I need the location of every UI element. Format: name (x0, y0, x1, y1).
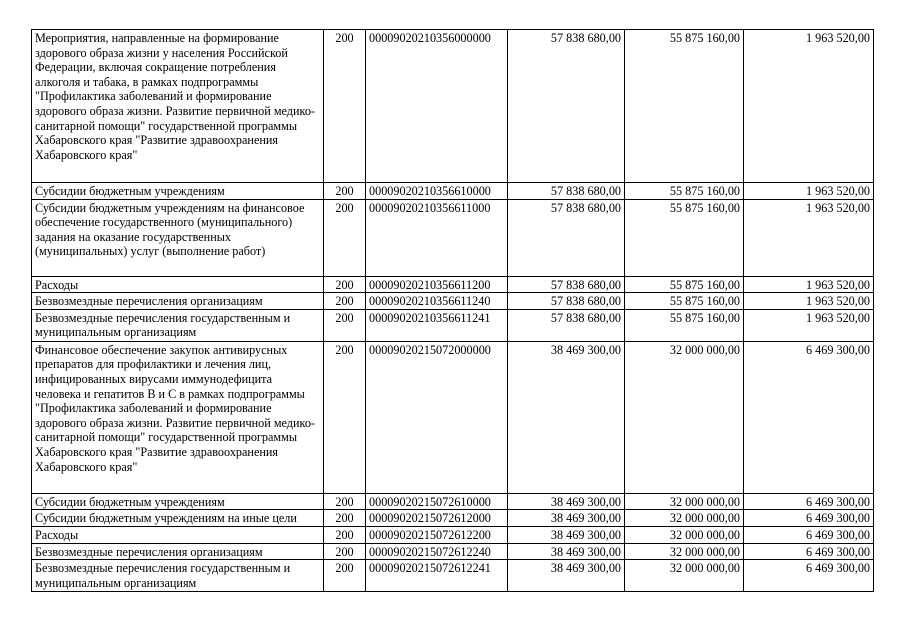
row-name-cell: Субсидии бюджетным учреждениям на финансовое обеспечение государственного (муниципального) задания на оказание государственных (муниципальных) услуг (выполнение работ) (32, 199, 324, 276)
row-value-2-cell: 32 000 000,00 (625, 543, 744, 560)
row-name-cell: Расходы (32, 526, 324, 543)
row-value-3-cell: 6 469 300,00 (744, 493, 874, 510)
row-value-3-cell: 1 963 520,00 (744, 199, 874, 276)
row-value-1-cell: 57 838 680,00 (508, 293, 625, 310)
row-value-1-cell: 57 838 680,00 (508, 183, 625, 200)
row-value-1-cell: 57 838 680,00 (508, 199, 625, 276)
row-value-2-cell: 55 875 160,00 (625, 199, 744, 276)
row-value-1-cell: 38 469 300,00 (508, 543, 625, 560)
row-value-3-cell: 1 963 520,00 (744, 293, 874, 310)
row-csr-cell: 00009020215072612241 (366, 560, 508, 592)
row-csr-cell: 00009020210356611200 (366, 276, 508, 293)
row-code-cell: 200 (324, 276, 366, 293)
row-csr-cell: 00009020215072612240 (366, 543, 508, 560)
row-name-cell: Субсидии бюджетным учреждениям (32, 493, 324, 510)
row-value-2-cell: 32 000 000,00 (625, 560, 744, 592)
table-row (32, 276, 874, 293)
row-name-cell: Безвозмездные перечисления государственным и муниципальным организациям (32, 560, 324, 592)
row-value-2-cell: 55 875 160,00 (625, 276, 744, 293)
row-csr-cell: 00009020215072612000 (366, 510, 508, 527)
row-value-1-cell: 38 469 300,00 (508, 493, 625, 510)
budget-table (31, 29, 874, 592)
row-value-1-cell: 38 469 300,00 (508, 510, 625, 527)
row-value-3-cell: 1 963 520,00 (744, 183, 874, 200)
row-value-3-cell: 1 963 520,00 (744, 309, 874, 341)
table-row (32, 293, 874, 310)
row-code-cell: 200 (324, 30, 366, 183)
table-row (32, 526, 874, 543)
table-row (32, 199, 874, 276)
row-csr-cell: 00009020210356611240 (366, 293, 508, 310)
row-csr-cell: 00009020210356611241 (366, 309, 508, 341)
table-row (32, 493, 874, 510)
table-row (32, 309, 874, 341)
table-row (32, 183, 874, 200)
table-row (32, 30, 874, 183)
row-value-3-cell: 1 963 520,00 (744, 276, 874, 293)
row-name-cell: Финансовое обеспечение закупок антивирусных препаратов для профилактики и лечения лиц, инфицированных вирусами иммунодефицита человека и гепатитов В и С в рамках подпрограммы "Профилактика заболеваний и формирование здорового образа жизни. Развитие первичной медико-санитарной помощи" государственной программы Хабаровского края "Развитие здравоохранения Хабаровского края" (32, 341, 324, 493)
row-csr-cell: 00009020215072612200 (366, 526, 508, 543)
table-row (32, 341, 874, 493)
row-value-3-cell: 6 469 300,00 (744, 543, 874, 560)
row-csr-cell: 00009020215072000000 (366, 341, 508, 493)
row-name-cell: Субсидии бюджетным учреждениям на иные цели (32, 510, 324, 527)
row-csr-cell: 00009020210356610000 (366, 183, 508, 200)
row-value-2-cell: 55 875 160,00 (625, 30, 744, 183)
row-code-cell: 200 (324, 560, 366, 592)
row-name-cell: Безвозмездные перечисления организациям (32, 293, 324, 310)
row-value-1-cell: 57 838 680,00 (508, 30, 625, 183)
row-value-1-cell: 57 838 680,00 (508, 309, 625, 341)
row-name-cell: Расходы (32, 276, 324, 293)
row-value-2-cell: 32 000 000,00 (625, 510, 744, 527)
row-value-2-cell: 55 875 160,00 (625, 183, 744, 200)
row-value-2-cell: 32 000 000,00 (625, 526, 744, 543)
row-value-3-cell: 6 469 300,00 (744, 341, 874, 493)
table-row (32, 560, 874, 592)
row-value-2-cell: 55 875 160,00 (625, 293, 744, 310)
row-value-3-cell: 6 469 300,00 (744, 526, 874, 543)
row-code-cell: 200 (324, 199, 366, 276)
row-code-cell: 200 (324, 309, 366, 341)
row-code-cell: 200 (324, 510, 366, 527)
row-value-1-cell: 38 469 300,00 (508, 341, 625, 493)
row-csr-cell: 00009020210356611000 (366, 199, 508, 276)
row-code-cell: 200 (324, 341, 366, 493)
row-value-1-cell: 38 469 300,00 (508, 560, 625, 592)
row-name-cell: Безвозмездные перечисления государственным и муниципальным организациям (32, 309, 324, 341)
row-csr-cell: 00009020210356000000 (366, 30, 508, 183)
row-csr-cell: 00009020215072610000 (366, 493, 508, 510)
row-code-cell: 200 (324, 183, 366, 200)
row-value-2-cell: 32 000 000,00 (625, 341, 744, 493)
row-name-cell: Безвозмездные перечисления организациям (32, 543, 324, 560)
row-code-cell: 200 (324, 543, 366, 560)
row-value-2-cell: 32 000 000,00 (625, 493, 744, 510)
table-row (32, 543, 874, 560)
row-value-3-cell: 6 469 300,00 (744, 560, 874, 592)
row-value-3-cell: 6 469 300,00 (744, 510, 874, 527)
row-value-2-cell: 55 875 160,00 (625, 309, 744, 341)
row-value-1-cell: 38 469 300,00 (508, 526, 625, 543)
row-name-cell: Субсидии бюджетным учреждениям (32, 183, 324, 200)
row-name-cell: Мероприятия, направленные на формирование здорового образа жизни у населения Российской Федерации, включая сокращение потребления алкоголя и табака, в рамках подпрограммы "Профилактика заболеваний и формирование здорового образа жизни. Развитие первичной медико-санитарной помощи" государственной программы Хабаровского края "Развитие здравоохранения Хабаровского края" (32, 30, 324, 183)
row-code-cell: 200 (324, 493, 366, 510)
table-row (32, 510, 874, 527)
row-code-cell: 200 (324, 293, 366, 310)
row-code-cell: 200 (324, 526, 366, 543)
row-value-1-cell: 57 838 680,00 (508, 276, 625, 293)
row-value-3-cell: 1 963 520,00 (744, 30, 874, 183)
